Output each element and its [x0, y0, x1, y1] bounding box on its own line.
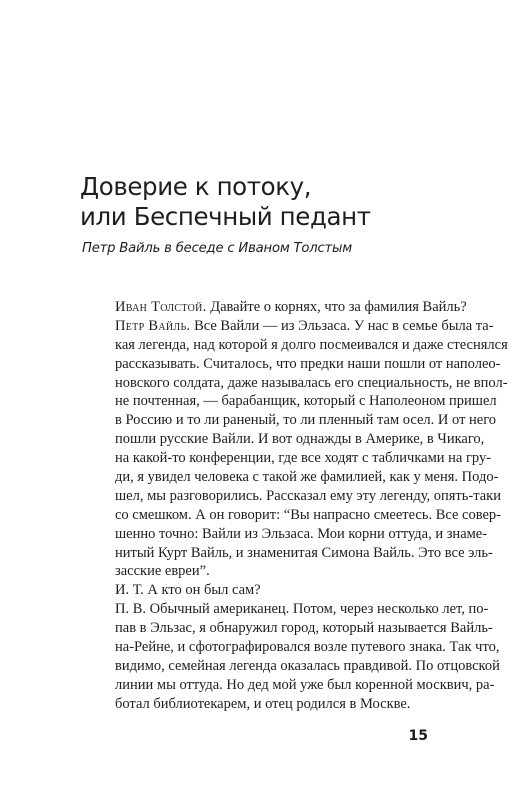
text-line: [115, 317, 494, 336]
text-line: [115, 449, 492, 468]
chapter-title-line-1: Доверие к потоку,: [80, 172, 312, 201]
text-line: [115, 430, 485, 449]
text-line: [115, 525, 488, 544]
text-line: [115, 487, 501, 506]
line-text: видимо, семейная легенда оказалась правдивой. По отцовской: [115, 657, 500, 674]
text-line: [115, 695, 435, 714]
line-text: шел, мы разговорились. Рассказал ему эту легенду, опять-таки: [115, 487, 501, 504]
line-text: рассказывать. Считалось, что предки наши пошли от наполео-: [115, 355, 501, 372]
line-text: на-Рейне, и сфотографировался возле путевого знака. Так что,: [115, 639, 500, 656]
text-line: [115, 562, 435, 581]
text-line: [115, 619, 493, 638]
line-text: на какой-то конференции, где все ходят с табличками на гру-: [115, 450, 492, 467]
text-line: [115, 581, 435, 600]
line-text: ди, я увидел человека с такой же фамилией, как у меня. Подо-: [115, 469, 499, 486]
text-line: [115, 506, 502, 525]
line-text: пошли русские Вайли. И вот однажды в Америке, в Чикаго,: [115, 431, 485, 448]
line-text: Все Вайли — из Эльзаса. У нас в семье была та-: [190, 317, 494, 334]
line-text: новского солдата, даже называлась его специальность, не впол-: [115, 374, 508, 391]
text-line: [115, 638, 500, 657]
line-text: линии мы оттуда. Но дед мой уже был коренной москвич, ра-: [115, 676, 495, 693]
line-text: не почтенная, — барабанщик, который с Наполеоном пришел: [115, 393, 497, 410]
text-line: [115, 657, 500, 676]
speaker-name: Петр Вайль.: [115, 317, 191, 334]
line-text: ботал библиотекарем, и отец родился в Москве.: [115, 695, 411, 712]
text-line: [115, 544, 493, 563]
speaker-name: Иван Толстой.: [115, 299, 207, 315]
text-line: [115, 336, 508, 355]
line-text: со смешком. А он говорит: “Вы напрасно смеетесь. Все совер-: [115, 506, 502, 523]
line-text: пав в Эльзас, я обнаружил город, который называется Вайль-: [115, 620, 493, 637]
chapter-title-line-2: или Беспечный педант: [80, 202, 371, 231]
text-line: [115, 392, 497, 411]
text-line: [115, 374, 508, 393]
text-line: [115, 676, 495, 695]
text-line: [115, 298, 467, 317]
line-text: Давайте о корнях, что за фамилия Вайль?: [206, 299, 467, 315]
text-line: [115, 355, 501, 374]
text-line: [115, 411, 497, 430]
line-text: И. Т. А кто он был сам?: [115, 582, 261, 599]
chapter-subtitle: Петр Вайль в беседе с Иваном Толстым: [82, 241, 353, 256]
chapter-title: [80, 172, 500, 232]
text-line: [115, 468, 499, 487]
line-text: нитый Курт Вайль, и знаменитая Симона Вайль. Это все эль-: [115, 544, 493, 561]
line-text: шенно точно: Вайли из Эльзаса. Мои корни оттуда, и знаме-: [115, 525, 488, 542]
page-number: 15: [408, 728, 428, 744]
line-text: засские евреи”.: [115, 563, 210, 580]
line-text: П. В. Обычный американец. Потом, через несколько лет, по-: [115, 601, 489, 618]
line-text: в Россию и то ли раненый, то ли пленный там осел. И от него: [115, 412, 497, 429]
interview-text: [115, 298, 508, 714]
line-text: кая легенда, над которой я долго посмеивался и даже стеснялся: [115, 336, 508, 353]
text-line: [115, 600, 489, 619]
